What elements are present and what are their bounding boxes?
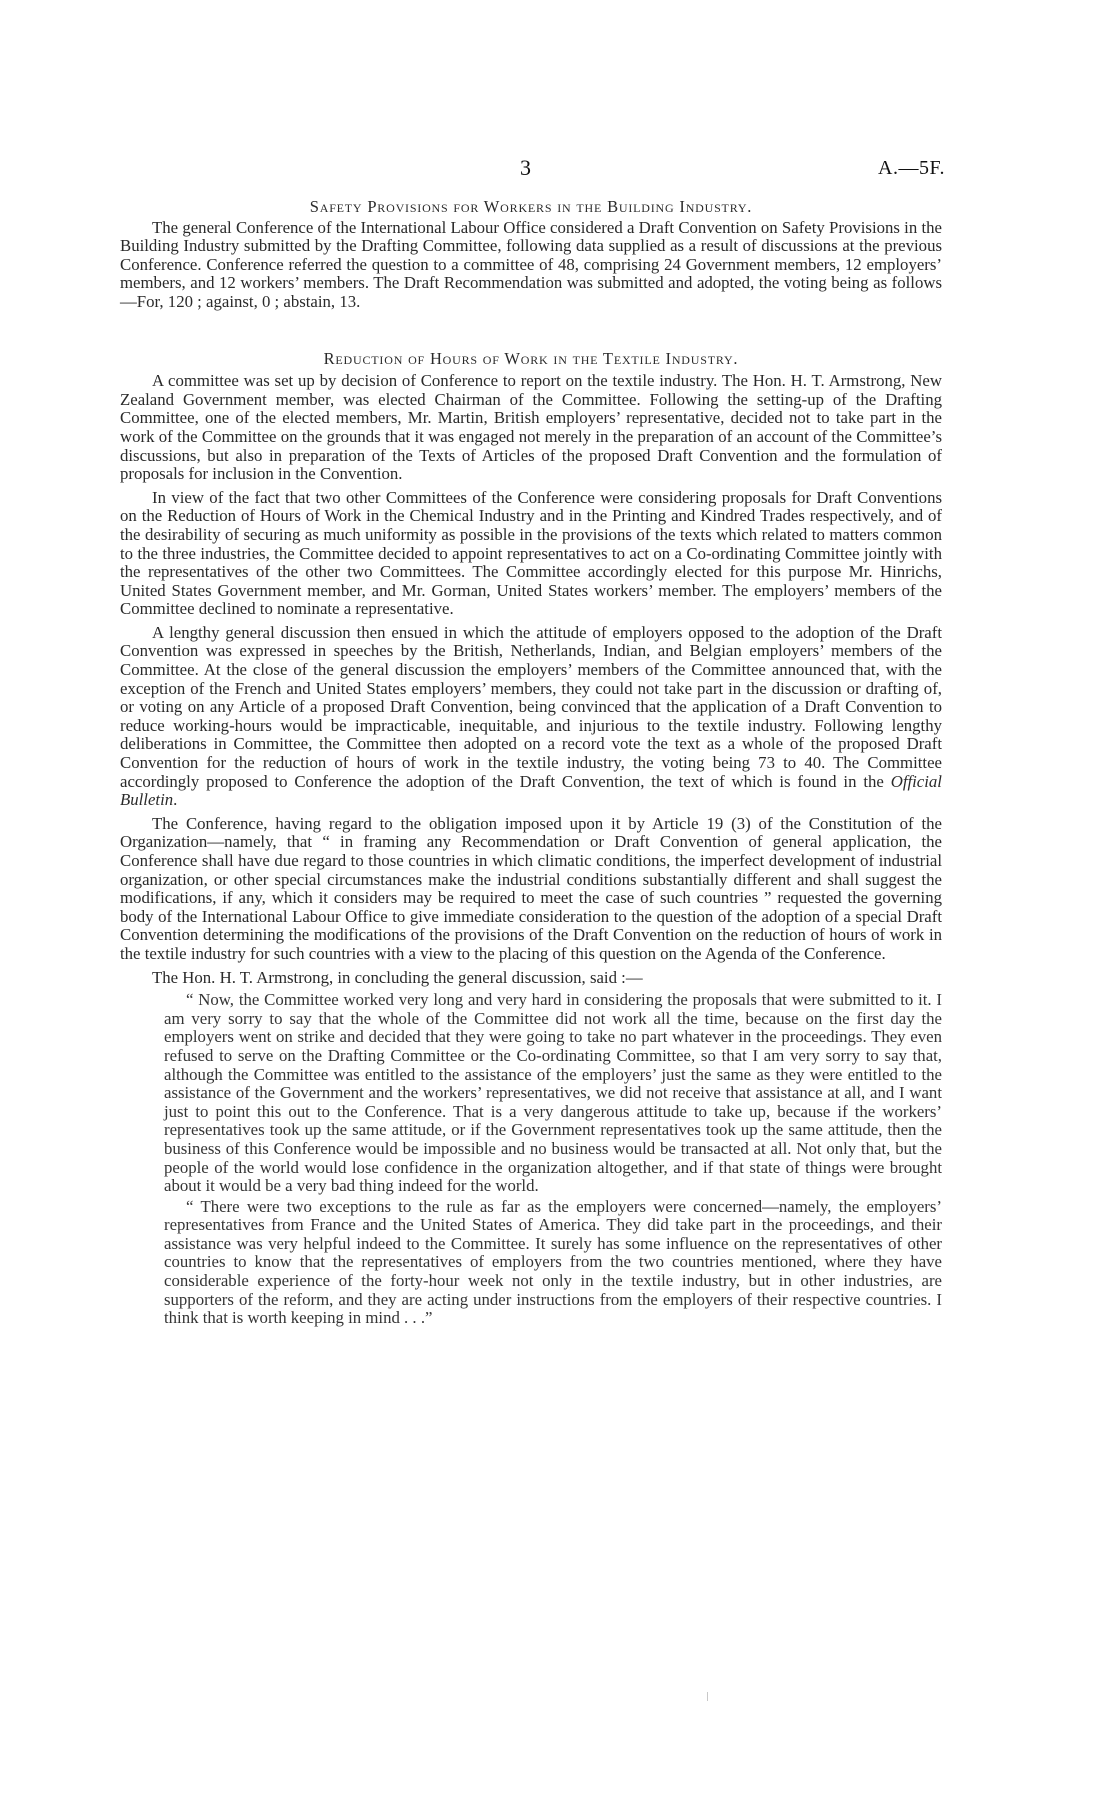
paragraph-building-safety: The general Conference of the International Labour Office considered a Draft Convention on Safety Provisions in the Building Industry submitted by the Drafting Committee, following data supplied as a result of discussions at the previous Conference. Conference referred the question to a committee of 48, comprising 24 Government members, 12 employers’ members, and 12 workers’ members. The Draft Recommendation was submitted and adopted, the voting being as follows—For, 120 ; against, 0 ; abstain, 13. <box>120 217 942 311</box>
official-bulletin-reference: Official Bulletin <box>120 771 942 810</box>
armstrong-quote <box>120 991 942 1328</box>
page-number: 3 <box>520 155 531 180</box>
paragraph-general-discussion-end: . <box>173 790 178 810</box>
section-heading-textile-hours: Reduction of Hours of Work in the Textile Industry. <box>323 348 739 368</box>
paragraph-general-discussion-text: A lengthy general discussion then ensued in which the attitude of employers opposed to the adoption of the Draft Convention was expressed in speeches by the British, Netherlands, Indian, and Belgian employers’ members of the Committee. At the close of the general discussion the employers’ members of the Committee announced that, with the exception of the French and United States employers’ members, they could not take part in the discussion or drafting of, or voting on any Article of a proposed Draft Convention, being convinced that the application of a Draft Convention to reduce working-hours would be impracticable, inequitable, and injurious to the textile industry. Following lengthy deliberations in Committee, the Committee then adopted on a record vote the text as a whole of the proposed Draft Convention for the reduction of hours of work in the textile industry, the voting being 73 to 40. The Committee accordingly proposed to Conference the adoption of the Draft Convention, the text of which is found in the <box>120 622 942 791</box>
paragraph-coordinating-committee: In view of the fact that two other Committees of the Conference were considering proposals for Draft Conventions on the Reduction of Hours of Work in the Chemical Industry and in the Printing and Kindred Trades respectively, and of the desirability of securing as much uniformity as possible in the provisions of the texts which related to matters common to the three industries, the Committee decided to appoint representatives to act on a Co-ordinating Committee jointly with the representatives of the other two Committees. The Committee accordingly elected for this purpose Mr. Hinrichs, United States Government member, and Mr. Gorman, United States workers’ member. The employers’ members of the Committee declined to nominate a representative. <box>120 487 942 619</box>
quote-paragraph-2: “ There were two exceptions to the rule as far as the employers were concerned—namely, the employers’ representatives from France and the United States of America. They did take part in the proceedings, and their assistance was very helpful indeed to the Committee. It surely has some influence on the representatives of other countries to know that the representatives of employers from the two countries mentioned, where they have considerable experience of the forty-hour week not only in the textile industry, but in other industries, are supporters of the reform, and they are acting under instructions from the employers of their respective countries. I think that is worth keeping in mind . . .” <box>164 1196 942 1328</box>
paragraph-committee-setup: A committee was set up by decision of Conference to report on the textile industry. The Hon. H. T. Armstrong, New Zealand Government member, was elected Chairman of the Committee. Following the setting-up of the Drafting Committee, one of the elected members, Mr. Martin, British employers’ representative, decided not to take part in the work of the Committee on the grounds that it was engaged not merely in the preparation of an account of the Committee’s discussions, but also in preparation of the Texts of Articles of the proposed Draft Convention and the formulation of proposals for inclusion in the Convention. <box>120 371 942 484</box>
document-reference: A.—5F. <box>878 157 945 179</box>
paragraph-article-19: The Conference, having regard to the obligation imposed upon it by Article 19 (3) of the Constitution of the Organization—namely, that “ in framing any Recommendation or Draft Convention of general application, the Conference shall have due regard to those countries in which climatic conditions, the imperfect development of industrial organization, or other special circumstances make the industrial conditions substantially different and shall suggest the modifications, if any, which it considers may be required to meet the case of such countries ” requested the governing body of the International Labour Office to give immediate consideration to the question of the adoption of a special Draft Convention determining the modifications of the provisions of the Draft Convention on the reduction of hours of work in the textile industry for such countries with a view to the placing of this question on the Agenda of the Conference. <box>120 813 942 963</box>
quote-paragraph-1: “ Now, the Committee worked very long and very hard in considering the proposals that were submitted to it. I am very sorry to say that the whole of the Committee did not work all the time, because on the first day the employers went on strike and decided that they were going to take no part whatever in the proceedings. They even refused to serve on the Drafting Committee or the Co-ordinating Committee, so that I am very sorry to say that, although the Committee was entitled to the assistance of the employers’ just the same as they were entitled to the assistance of the Government and the workers’ representatives, we did not receive that assistance at all, and I want just to point this out to the Conference. That is a very dangerous attitude to take up, because if the workers’ representatives took up the same attitude, or if the Government representatives took up the same attitude, then the business of this Conference would be impossible and no business would be transacted at all. Not only that, but the people of the world would lose confidence in the organization altogether, and if that state of things were brought about it would be a very bad thing indeed for the world. <box>164 990 942 1196</box>
scan-mark <box>707 1692 708 1701</box>
page-body <box>120 198 942 1330</box>
paragraph-general-discussion <box>120 624 942 810</box>
paragraph-armstrong-intro: The Hon. H. T. Armstrong, in concluding the general discussion, said :— <box>152 967 643 987</box>
section-heading-building-safety: Safety Provisions for Workers in the Building Industry. <box>309 197 753 216</box>
